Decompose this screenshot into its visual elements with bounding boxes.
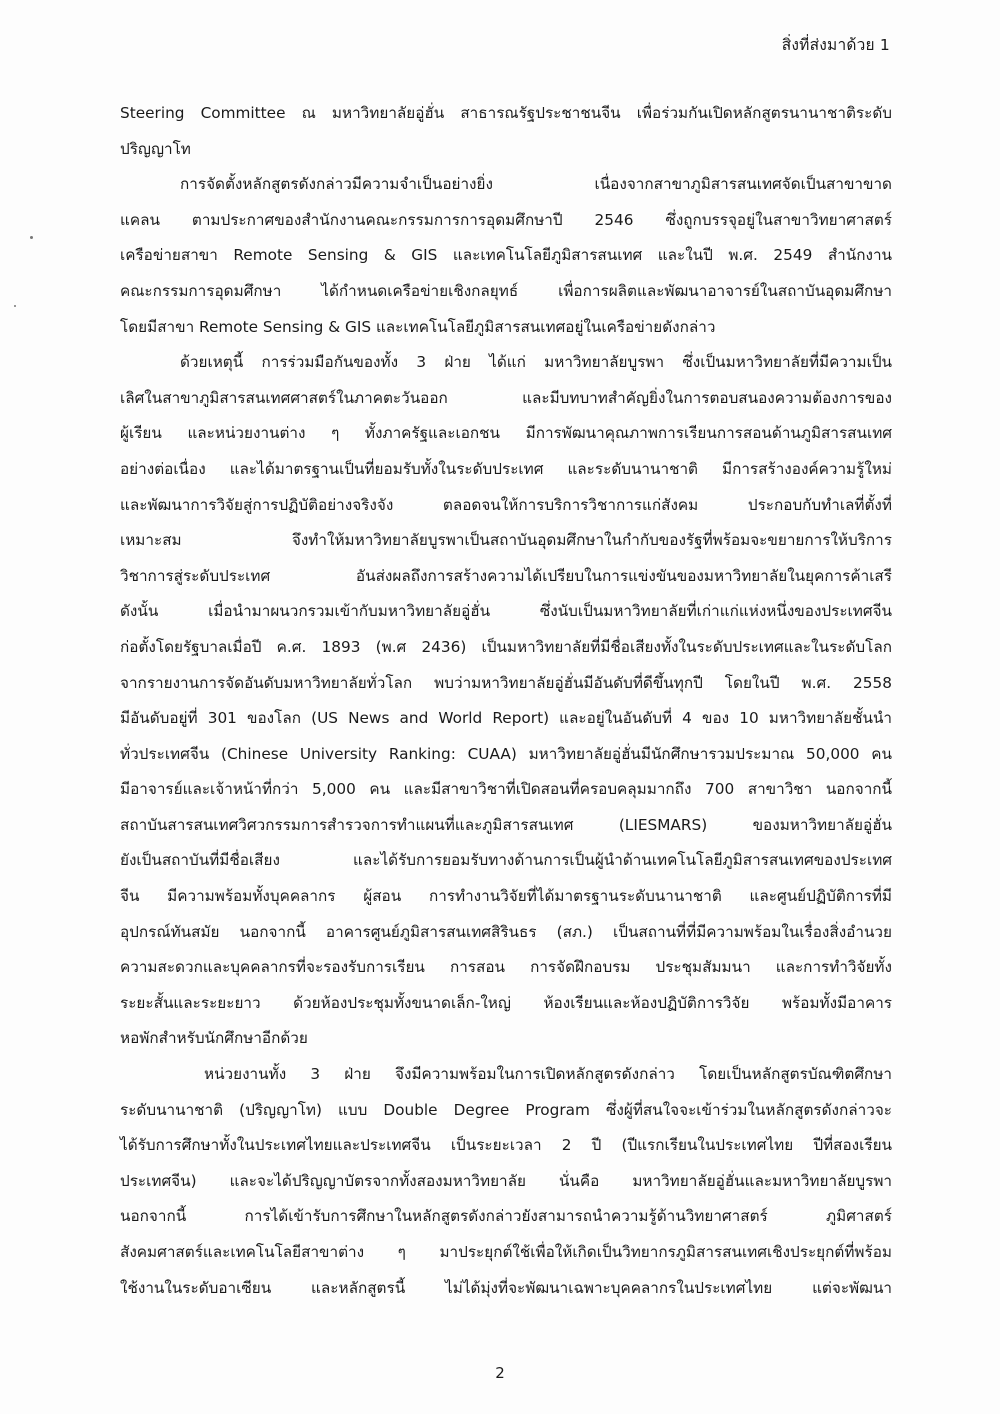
text-line: ปริญญาโท [120, 139, 191, 158]
page-number: 2 [495, 1364, 505, 1382]
text-line: มีอันดับอยู่ที่ 301 ของโลก (US News and World Report) และอยู่ในอันดับที่ 4 ของ 10 มหาวิทยาลัยชั้นนำ [120, 709, 892, 728]
text-line: นอกจากนี้ การได้เข้ารับการศึกษาในหลักสูตรดังกล่าวยังสามารถนำความรู้ด้านวิทยาศาสตร์ ภูมิศาสตร์ [120, 1207, 892, 1226]
text-line: ผู้เรียน และหน่วยงานต่าง ๆ ทั้งภาครัฐและเอกชน มีการพัฒนาคุณภาพการเรียนการสอนด้านภูมิสารสนเทศ [120, 424, 892, 443]
text-line: ระดับนานาชาติ (ปริญญาโท) แบบ Double Degree Program ซึ่งผู้ที่สนใจจะเข้าร่วมในหลักสูตรดังกล่าวจะ [120, 1100, 892, 1119]
paragraph-start-line: หน่วยงานทั้ง 3 ฝ่าย จึงมีความพร้อมในการเปิดหลักสูตรดังกล่าว โดยเป็นหลักสูตรบัณฑิตศึกษา [204, 1065, 892, 1084]
attachment-label: สิ่งที่ส่งมาด้วย 1 [781, 36, 890, 54]
text-line: ระยะสั้นและระยะยาว ด้วยห้องประชุมทั้งขนาดเล็ก-ใหญ่ ห้องเรียนและห้องปฏิบัติการวิจัย พร้อมทั้งมีอาคาร [120, 993, 892, 1012]
text-line: อุปกรณ์ทันสมัย นอกจากนี้ อาคารศูนย์ภูมิสารสนเทศสิรินธร (สภ.) เป็นสถานที่ที่มีความพร้อมในเรื่องสิ่งอำนวย [120, 922, 892, 941]
scan-speck [30, 236, 33, 239]
text-line: คณะกรรมการอุดมศึกษา ได้กำหนดเครือข่ายเชิงกลยุทธ์ เพื่อการผลิตและพัฒนาอาจารย์ในสถาบันอุดมศึกษา [120, 281, 892, 300]
text-line: จีน มีความพร้อมทั้งบุคคลากร ผู้สอน การทำงานวิจัยที่ได้มาตรฐานระดับนานาชาติ และศูนย์ปฏิบัติการที่มี [120, 887, 892, 906]
text-line: Steering Committee ณ มหาวิทยาลัยอู่ฮั่น สาธารณรัฐประชาชนจีน เพื่อร่วมกันเปิดหลักสูตรนานาชาติระดับ [120, 104, 892, 122]
text-line: และพัฒนาการวิจัยสู่การปฏิบัติอย่างจริงจัง ตลอดจนให้การบริการวิชาการแก่สังคม ประกอบกับทำเลที่ตั้งที่ [120, 495, 892, 514]
text-line: ประเทศจีน) และจะได้ปริญญาบัตรจากทั้งสองมหาวิทยาลัย นั่นคือ มหาวิทยาลัยอู่ฮั่นและมหาวิทยาลัยบูรพา [120, 1171, 892, 1190]
text-line: เครือข่ายสาขา Remote Sensing & GIS และเทคโนโลยีภูมิสารสนเทศ และในปี พ.ศ. 2549 สำนักงาน [120, 246, 892, 265]
scan-speck [14, 305, 16, 307]
text-line: ก่อตั้งโดยรัฐบาลเมื่อปี ค.ศ. 1893 (พ.ศ 2436) เป็นมหาวิทยาลัยที่มีชื่อเสียงทั้งในระดับประเทศและในระดับโลก [120, 637, 892, 656]
text-line: ความสะดวกและบุคคลากรที่จะรองรับการเรียน การสอน การจัดฝึกอบรม ประชุมสัมมนา และการทำวิจัยทั้ง [120, 958, 892, 977]
text-line: ได้รับการศึกษาทั้งในประเทศไทยและประเทศจีน เป็นระยะเวลา 2 ปี (ปีแรกเรียนในประเทศไทย ปีที่สองเรียน [120, 1136, 892, 1155]
text-line: วิชาการสู่ระดับประเทศ อันส่งผลถึงการสร้างความได้เปรียบในการแข่งขันของมหาวิทยาลัยในยุคการค้าเสรี [120, 566, 892, 585]
text-line: สถาบันสารสนเทศวิศวกรรมการสำรวจการทำแผนที่และภูมิสารสนเทศ (LIESMARS) ของมหาวิทยาลัยอู่ฮั่น [120, 815, 892, 834]
text-line: แคลน ตามประกาศของสำนักงานคณะกรรมการการอุดมศึกษาปี 2546 ซึ่งถูกบรรจุอยู่ในสาขาวิทยาศาสตร์ [120, 210, 892, 229]
text-line: ทั่วประเทศจีน (Chinese University Ranking: CUAA) มหาวิทยาลัยอู่ฮั่นมีนักศึกษารวมประมาณ 50,000 คน [120, 744, 892, 763]
body-text [120, 96, 892, 1306]
text-line: ดังนั้น เมื่อนำมาผนวกรวมเข้ากับมหาวิทยาลัยอู่ฮั่น ซึ่งนับเป็นมหาวิทยาลัยที่เก่าแก่แห่งหนึ่งของประเทศจีน [120, 602, 892, 621]
text-line: อย่างต่อเนื่อง และได้มาตรฐานเป็นที่ยอมรับทั้งในระดับประเทศ และระดับนานาชาติ มีการสร้างองค์ความรู้ใหม่ [120, 459, 892, 478]
text-line: ใช้งานในระดับอาเซียน และหลักสูตรนี้ ไม่ได้มุ่งที่จะพัฒนาเฉพาะบุคคลากรในประเทศไทย แต่จะพัฒนา [120, 1278, 892, 1297]
text-line: สังคมศาสตร์และเทคโนโลยีสาขาต่าง ๆ มาประยุกต์ใช้เพื่อให้เกิดเป็นวิทยากรภูมิสารสนเทศเชิงประยุกต์ที่พร้อม [120, 1243, 892, 1261]
text-line: เลิศในสาขาภูมิสารสนเทศศาสตร์ในภาคตะวันออก และมีบทบาทสำคัญยิ่งในการตอบสนองความต้องการของ [120, 388, 892, 407]
text-line: โดยมีสาขา Remote Sensing & GIS และเทคโนโลยีภูมิสารสนเทศอยู่ในเครือข่ายดังกล่าว [120, 317, 716, 336]
paragraph-start-line: การจัดตั้งหลักสูตรดังกล่าวมีความจำเป็นอย่างยิ่ง เนื่องจากสาขาภูมิสารสนเทศจัดเป็นสาขาขาด [180, 175, 892, 194]
text-line: หอพักสำหรับนักศึกษาอีกด้วย [120, 1029, 308, 1048]
paragraph-start-line: ด้วยเหตุนี้ การร่วมมือกันของทั้ง 3 ฝ่าย ได้แก่ มหาวิทยาลัยบูรพา ซึ่งเป็นมหาวิทยาลัยที่มีความเป็น [180, 353, 892, 372]
text-line: มีอาจารย์และเจ้าหน้าที่กว่า 5,000 คน และมีสาขาวิชาที่เปิดสอนที่ครอบคลุมมากถึง 700 สาขาวิชา นอกจากนี้ [120, 780, 892, 799]
text-line: จากรายงานการจัดอันดับมหาวิทยาลัยทั่วโลก พบว่ามหาวิทยาลัยอู่ฮั่นมีอันดับที่ดีขึ้นทุกปี โดยในปี พ.ศ. 2558 [120, 673, 892, 692]
text-line: เหมาะสม จึงทำให้มหาวิทยาลัยบูรพาเป็นสถาบันอุดมศึกษาในกำกับของรัฐที่พร้อมจะขยายการให้บริการ [120, 531, 892, 550]
text-line: ยังเป็นสถาบันที่มีชื่อเสียง และได้รับการยอมรับทางด้านการเป็นผู้นำด้านเทคโนโลยีภูมิสารสนเทศของประเทศ [120, 851, 892, 870]
